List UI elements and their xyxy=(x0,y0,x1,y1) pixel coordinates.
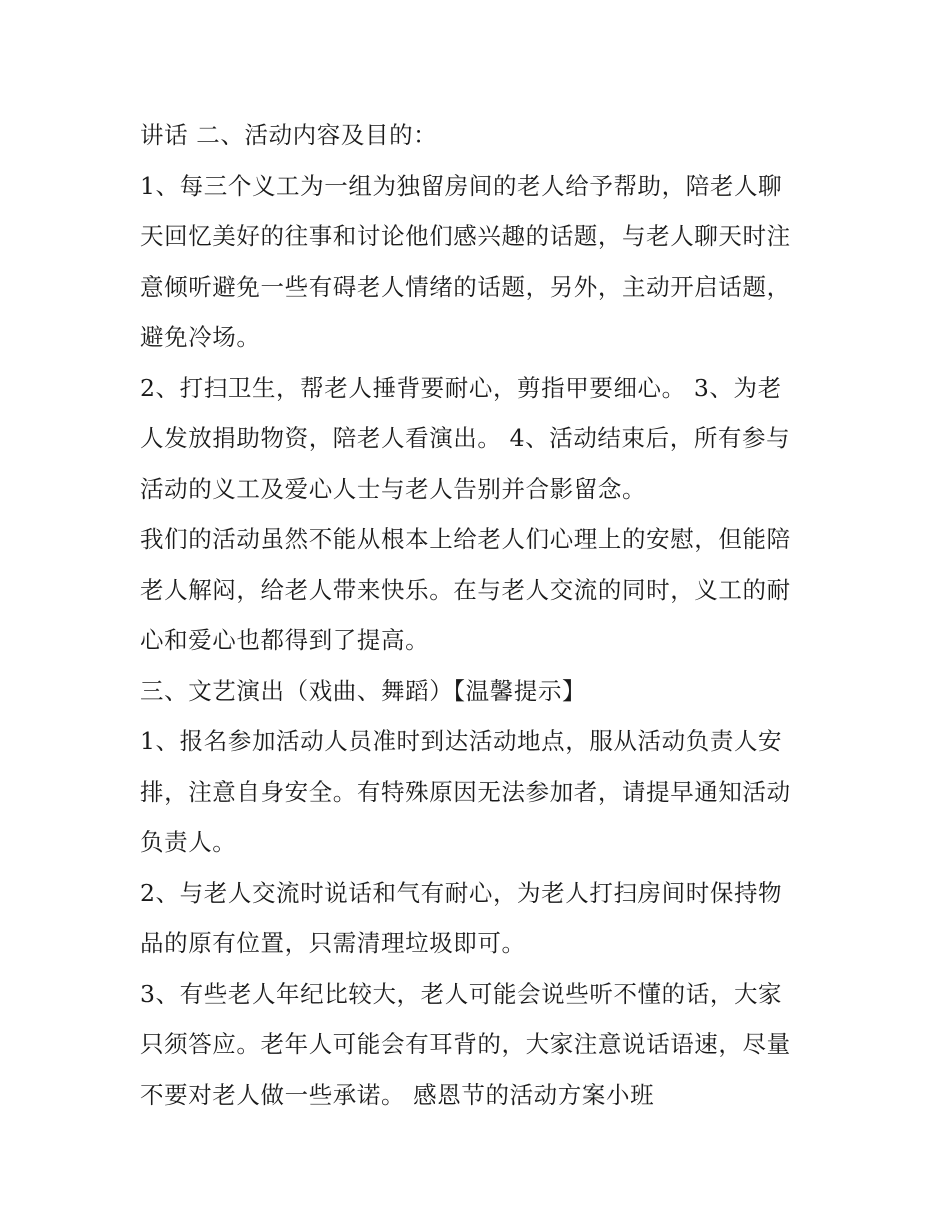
paragraph-item-1: 1、每三个义工为一组为独留房间的老人给予帮助，陪老人聊 天回忆美好的往事和讨论他们感兴趣的话题，与老人聊天时注 意倾听避免一些有碍老人情绪的话题，另外，主动开启话题， 避免冷场。 xyxy=(140,171,791,351)
tip-item-1: 1、报名参加活动人员准时到达活动地点，服从活动负责人安 排，注意自身安全。有特殊原因无法参加者，请提早通知活动 负责人。 xyxy=(140,727,791,856)
section-heading-performance-tips: 三、文艺演出（戏曲、舞蹈）【温馨提示】 xyxy=(140,676,587,705)
section-heading-activity-content: 讲话 二、活动内容及目的： xyxy=(140,121,438,149)
paragraph-summary: 我们的活动虽然不能从根本上给老人们心理上的安慰，但能陪 老人解闷，给老人带来快乐。在与老人交流的同时，义工的耐 心和爱心也都得到了提高。 xyxy=(140,525,791,654)
paragraph-item-2-3-4: 2、打扫卫生，帮老人捶背要耐心，剪指甲要细心。 3、为老 人发放捐助物资，陪老人看演出。 4、活动结束后，所有参与 活动的义工及爱心人士与老人告别并合影留念。 xyxy=(140,373,791,503)
tip-item-3: 3、有些老人年纪比较大，老人可能会说些听不懂的话，大家 只须答应。老年人可能会有耳背的，大家注意说话语速，尽量 不要对老人做一些承诺。 感恩节的活动方案小班 xyxy=(140,979,791,1109)
tip-item-2: 2、与老人交流时说话和气有耐心，为老人打扫房间时保持物 品的原有位置，只需清理垃圾即可。 xyxy=(140,878,783,957)
document-body xyxy=(140,110,820,1120)
